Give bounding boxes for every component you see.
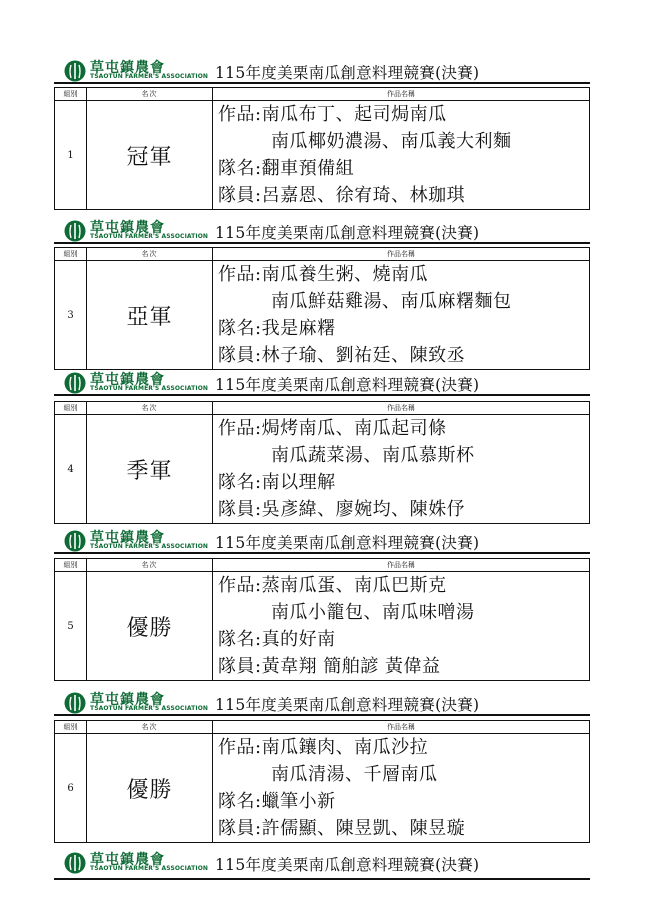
column-header-row [55, 559, 590, 572]
rank-label: 亞軍 [87, 261, 213, 370]
works-line-continued: 南瓜小籠包、南瓜味噌湯 [271, 602, 475, 623]
works-line: 作品:南瓜鑲肉、南瓜沙拉 [218, 737, 429, 758]
entry-row [55, 572, 590, 681]
works-cell [213, 734, 590, 843]
footer-rule [54, 878, 590, 880]
works-cell [213, 572, 590, 681]
rank-label: 優勝 [87, 734, 213, 843]
works-line: 作品:焗烤南瓜、南瓜起司條 [218, 418, 447, 439]
entry-table [54, 558, 590, 681]
org-name: 草屯鎮農會 [90, 530, 165, 546]
org-name-english: TSAOTUN FARMER'S ASSOCIATION [90, 73, 209, 80]
column-header-row [55, 402, 590, 415]
team-name: 隊名:南以理解 [218, 472, 336, 493]
team-members: 隊員:黃韋翔 簡舶諺 黃偉益 [218, 656, 441, 677]
works-cell [213, 101, 590, 210]
team-name: 隊名:真的好南 [218, 629, 336, 650]
column-header-rank: 名次 [87, 402, 213, 415]
org-logo [64, 372, 234, 396]
header-rule [54, 552, 590, 554]
section-header [54, 850, 590, 876]
rank-label: 冠軍 [87, 101, 213, 210]
org-name: 草屯鎮農會 [90, 220, 165, 236]
leaf-logo-icon [64, 60, 86, 82]
org-name: 草屯鎮農會 [90, 692, 165, 708]
section-header [54, 218, 590, 244]
org-name-english: TSAOTUN FARMER'S ASSOCIATION [90, 865, 209, 872]
document-title: 115年度美栗南瓜創意料理競賽(決賽) [215, 64, 480, 82]
column-header-row [55, 88, 590, 101]
column-header-works: 作品名稱 [213, 248, 590, 261]
entry-table [54, 401, 590, 524]
team-members: 隊員:林子瑜、劉祐廷、陳致丞 [218, 345, 466, 366]
org-name-english: TSAOTUN FARMER'S ASSOCIATION [90, 385, 209, 392]
column-header-works: 作品名稱 [213, 559, 590, 572]
works-line-continued: 南瓜椰奶濃湯、南瓜義大利麵 [271, 131, 512, 152]
org-logo [64, 60, 234, 84]
leaf-logo-icon [64, 852, 86, 874]
document-title: 115年度美栗南瓜創意料理競賽(決賽) [215, 856, 480, 874]
org-name: 草屯鎮農會 [90, 852, 165, 868]
works-cell [213, 415, 590, 524]
works-line-continued: 南瓜蔬菜湯、南瓜慕斯杯 [271, 445, 475, 466]
column-header-rank: 名次 [87, 88, 213, 101]
rank-label: 優勝 [87, 572, 213, 681]
org-name: 草屯鎮農會 [90, 60, 165, 76]
section-header [54, 528, 590, 554]
document-title: 115年度美栗南瓜創意料理競賽(決賽) [215, 534, 480, 552]
works-line-continued: 南瓜清湯、千層南瓜 [271, 764, 438, 785]
team-name: 隊名:蠟筆小新 [218, 791, 336, 812]
org-logo [64, 220, 234, 244]
group-number: 4 [55, 415, 87, 524]
column-header-group: 組別 [55, 402, 87, 415]
team-members: 隊員:呂嘉恩、徐宥琦、林珈琪 [218, 185, 466, 206]
entry-row [55, 415, 590, 524]
leaf-logo-icon [64, 220, 86, 242]
entry-row [55, 101, 590, 210]
group-number: 6 [55, 734, 87, 843]
column-header-group: 組別 [55, 721, 87, 734]
column-header-row [55, 248, 590, 261]
works-line: 作品:南瓜養生粥、燒南瓜 [218, 264, 429, 285]
org-name-english: TSAOTUN FARMER'S ASSOCIATION [90, 543, 209, 550]
column-header-rank: 名次 [87, 721, 213, 734]
section-header [54, 690, 590, 716]
leaf-logo-icon [64, 692, 86, 714]
document-title: 115年度美栗南瓜創意料理競賽(決賽) [215, 224, 480, 242]
works-cell [213, 261, 590, 370]
entry-row [55, 734, 590, 843]
column-header-group: 組別 [55, 559, 87, 572]
org-name-english: TSAOTUN FARMER'S ASSOCIATION [90, 705, 209, 712]
group-number: 1 [55, 101, 87, 210]
leaf-logo-icon [64, 530, 86, 552]
team-name: 隊名:我是麻糬 [218, 318, 336, 339]
column-header-works: 作品名稱 [213, 402, 590, 415]
section-header [54, 370, 590, 396]
team-members: 隊員:吳彥緯、廖婉均、陳姝伃 [218, 499, 466, 520]
works-line-continued: 南瓜鮮菇雞湯、南瓜麻糬麵包 [271, 291, 512, 312]
org-logo [64, 852, 234, 876]
works-line: 作品:蒸南瓜蛋、南瓜巴斯克 [218, 575, 447, 596]
document-title: 115年度美栗南瓜創意料理競賽(決賽) [215, 376, 480, 394]
column-header-row [55, 721, 590, 734]
column-header-group: 組別 [55, 248, 87, 261]
rank-label: 季軍 [87, 415, 213, 524]
entry-table [54, 247, 590, 370]
entry-table [54, 87, 590, 210]
header-rule [54, 82, 590, 84]
group-number: 3 [55, 261, 87, 370]
entry-table [54, 720, 590, 843]
section-header [54, 58, 590, 84]
column-header-rank: 名次 [87, 248, 213, 261]
column-header-works: 作品名稱 [213, 721, 590, 734]
org-name: 草屯鎮農會 [90, 372, 165, 388]
org-name-english: TSAOTUN FARMER'S ASSOCIATION [90, 233, 209, 240]
document-title: 115年度美栗南瓜創意料理競賽(決賽) [215, 696, 480, 714]
org-logo [64, 530, 234, 554]
header-rule [54, 242, 590, 244]
team-members: 隊員:許儒顯、陳昱凱、陳昱璇 [218, 818, 466, 839]
column-header-group: 組別 [55, 88, 87, 101]
header-rule [54, 394, 590, 396]
column-header-rank: 名次 [87, 559, 213, 572]
group-number: 5 [55, 572, 87, 681]
entry-row [55, 261, 590, 370]
org-logo [64, 692, 234, 716]
leaf-logo-icon [64, 372, 86, 394]
column-header-works: 作品名稱 [213, 88, 590, 101]
works-line: 作品:南瓜布丁、起司焗南瓜 [218, 104, 447, 125]
team-name: 隊名:翻車預備組 [218, 158, 355, 179]
header-rule [54, 714, 590, 716]
